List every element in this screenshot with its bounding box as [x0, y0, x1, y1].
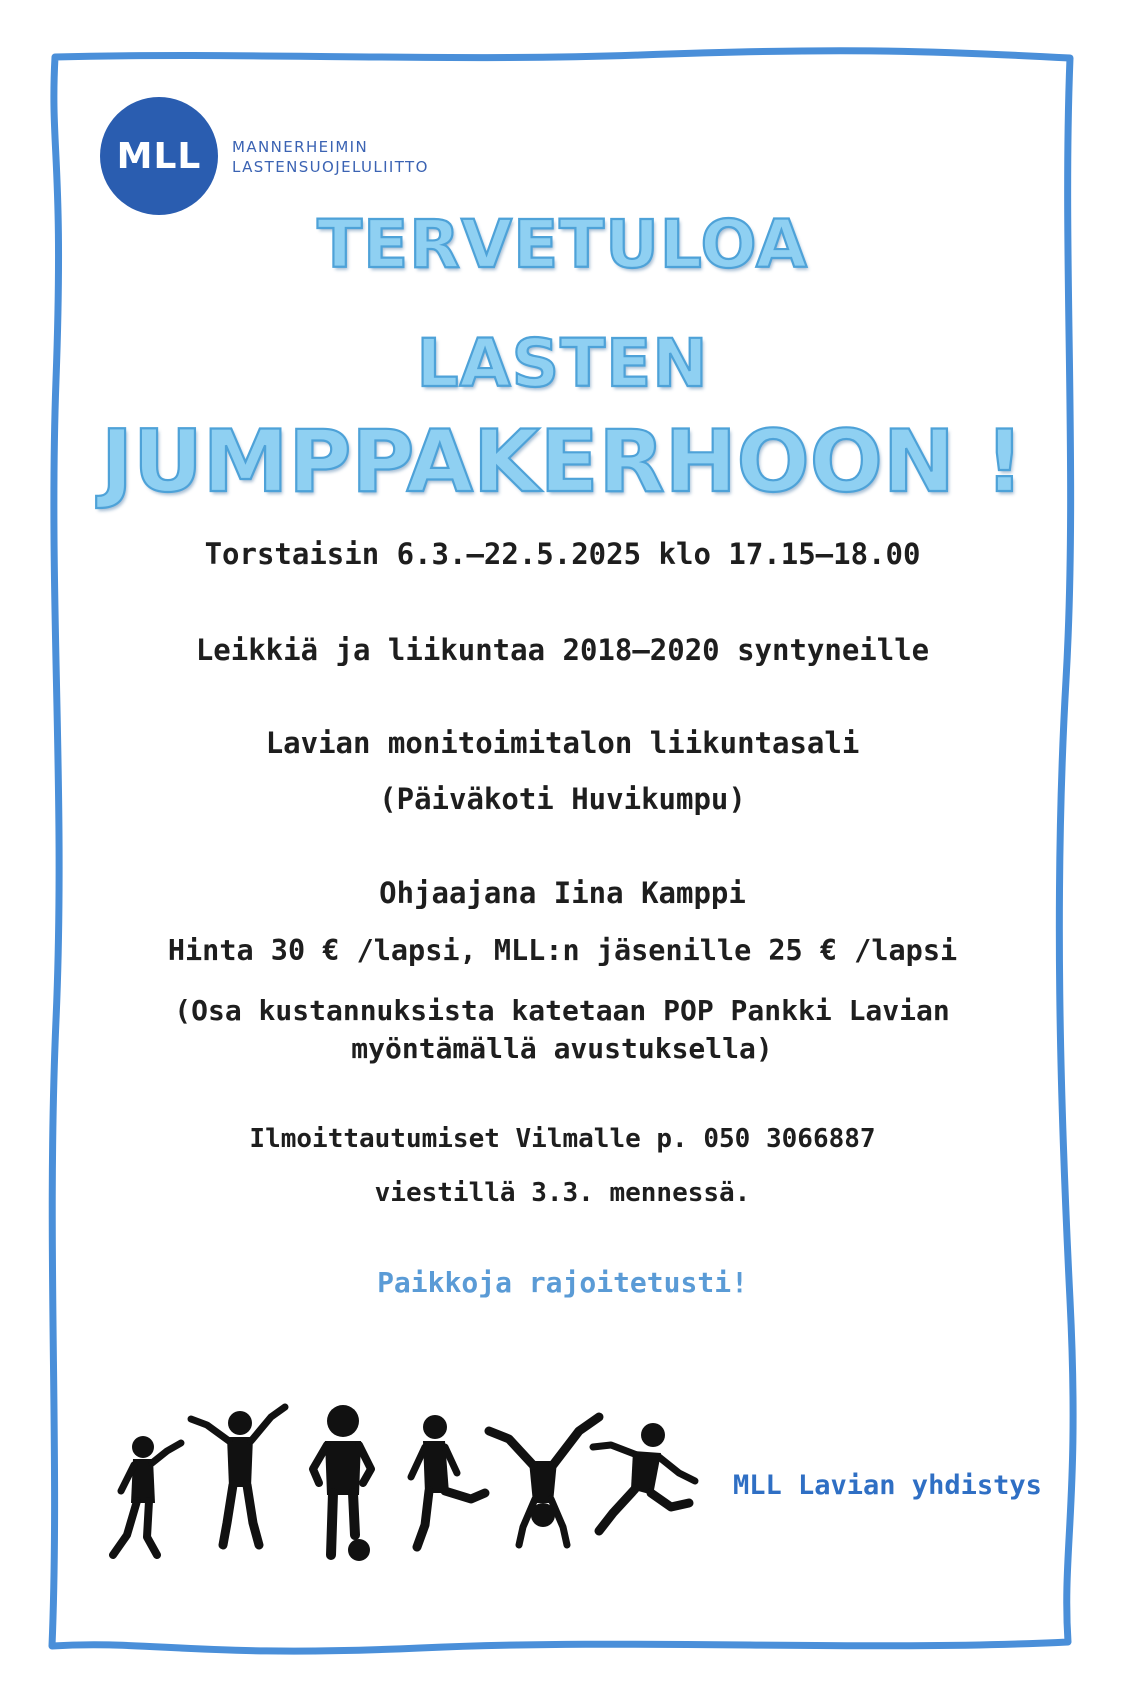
venue-text: Lavian monitoimitalon liikuntasali [265, 726, 860, 760]
signup-text: Ilmoittautumiset Vilmalle p. 050 3066887 [249, 1124, 876, 1154]
silhouette-child-cartwheel [489, 1417, 599, 1545]
silhouette-child-kicking [411, 1415, 485, 1547]
limited-spots-text: Paikkoja rajoitetusti! [377, 1266, 748, 1299]
logo-line-2: LASTENSUOJELULIITTO [232, 158, 429, 176]
organization-name: MLL Lavian yhdistys [733, 1470, 1042, 1501]
title-children: LASTEN [416, 325, 709, 402]
deadline-text: viestillä 3.3. mennessä. [374, 1178, 751, 1208]
price-text: Hinta 30 € /lapsi, MLL:n jäsenille 25 € /lapsi [167, 934, 958, 967]
mll-logo [100, 97, 218, 215]
title-gym-club: JUMPPAKERHOON ! [100, 412, 1025, 512]
logo-line-1: MANNERHEIMIN [232, 138, 369, 156]
instructor-text: Ohjaajana Iina Kamppi [379, 876, 746, 910]
silhouette-child-waving [113, 1436, 181, 1555]
venue-note-text: (Päiväkoti Huvikumpu) [379, 782, 746, 816]
silhouette-child-ball [313, 1405, 371, 1561]
sponsor-text: (Osa kustannuksista katetaan POP Pankki Lavian myöntämällä avustuksella) [174, 994, 950, 1065]
children-silhouettes [105, 1395, 705, 1570]
silhouette-child-jumping [593, 1423, 695, 1531]
schedule-text: Torstaisin 6.3.–22.5.2025 klo 17.15–18.00 [204, 537, 921, 571]
audience-text: Leikkiä ja liikuntaa 2018–2020 syntyneille [195, 633, 930, 667]
title-welcome: TERVETULOA [317, 206, 808, 283]
silhouette-child-arms-up [191, 1407, 285, 1545]
logo-org-name [232, 137, 429, 177]
logo-mark-text: MLL [116, 135, 202, 177]
